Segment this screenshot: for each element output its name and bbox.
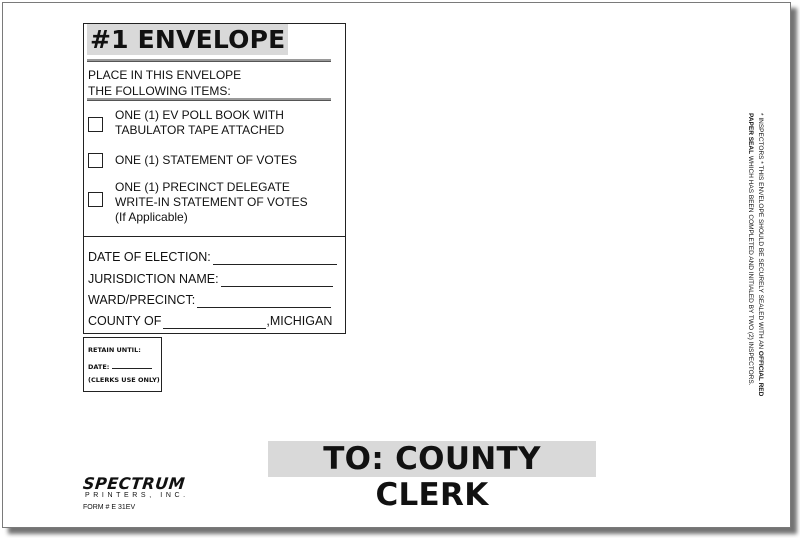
item-line-1: ONE (1) PRECINCT DELEGATE	[115, 180, 290, 194]
item-line-1: ONE (1) STATEMENT OF VOTES	[115, 153, 298, 167]
items-checklist-box	[83, 23, 346, 334]
printer-logo	[83, 476, 189, 500]
date-label: DATE:	[88, 363, 110, 371]
form-number: FORM # E 31EV	[83, 504, 136, 511]
clerks-retain-box	[83, 337, 162, 392]
field-blank[interactable]	[163, 316, 266, 329]
envelope	[2, 2, 791, 528]
date-blank[interactable]	[112, 361, 152, 369]
checkbox[interactable]	[88, 192, 103, 207]
date-of-election-field[interactable]	[88, 249, 337, 265]
addressee-label: TO: COUNTY CLERK	[268, 441, 596, 477]
county-field[interactable]	[88, 313, 332, 329]
item-line-2: TABULATOR TAPE ATTACHED	[115, 123, 285, 137]
title-rule	[87, 59, 331, 62]
jurisdiction-name-field[interactable]	[88, 271, 333, 287]
side-note-bold-2: PAPER SEAL	[747, 113, 754, 155]
instructions-line-1: PLACE IN THIS ENVELOPE	[88, 68, 242, 82]
instructions	[88, 67, 241, 99]
inspector-instructions	[745, 113, 765, 421]
side-note-part-2: WHICH HAS BEEN COMPLETED AND INITIALED BY TWO (2) INSPECTORS.	[747, 154, 754, 386]
field-blank[interactable]	[197, 295, 331, 308]
field-label: JURISDICTION NAME:	[88, 272, 219, 286]
ward-precinct-field[interactable]	[88, 292, 331, 308]
field-blank[interactable]	[221, 274, 333, 287]
field-blank[interactable]	[213, 252, 337, 265]
side-note-bold-1: OFFICIAL RED	[757, 350, 764, 397]
envelope-title: #1 ENVELOPE	[87, 24, 288, 55]
printer-name: SPECTRUM	[82, 474, 187, 493]
clerks-use-label: (CLERKS USE ONLY)	[88, 376, 160, 384]
state-label: ,MICHIGAN	[266, 314, 333, 328]
side-note-part-1: * INSPECTORS * THIS ENVELOPE SHOULD BE SECURELY SEALED WITH AN	[757, 113, 764, 351]
field-label: DATE OF ELECTION:	[88, 250, 211, 264]
field-label: COUNTY OF	[88, 314, 162, 328]
checkbox[interactable]	[88, 153, 103, 168]
printer-sub: PRINTERS, INC.	[85, 492, 189, 499]
instructions-line-2: THE FOLLOWING ITEMS:	[88, 84, 231, 98]
checkbox[interactable]	[88, 117, 103, 132]
field-label: WARD/PRECINCT:	[88, 293, 196, 307]
item-line-1: ONE (1) EV POLL BOOK WITH	[115, 108, 284, 122]
item-note: (If Applicable)	[115, 210, 188, 224]
retain-until-label: RETAIN UNTIL:	[88, 346, 141, 354]
item-line-2: WRITE-IN STATEMENT OF VOTES	[115, 195, 308, 209]
section-divider	[84, 236, 345, 237]
instructions-rule	[87, 98, 331, 101]
retain-date-field[interactable]	[88, 361, 152, 371]
